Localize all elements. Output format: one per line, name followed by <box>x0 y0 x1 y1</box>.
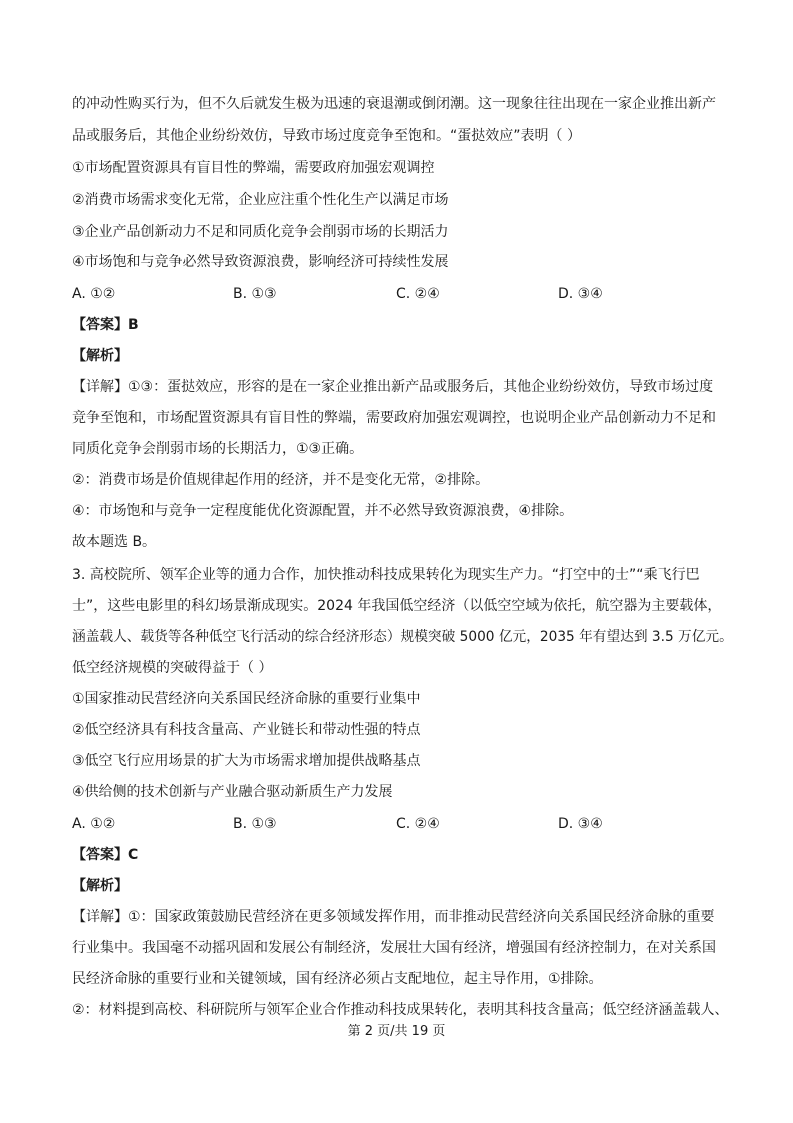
q2-conclusion: 故本题选 B。 <box>72 534 157 550</box>
q3-analysis-line-4: ②：材料提到高校、科研院所与领军企业合作推动科技成果转化，表明其科技含量高；低空经济涵盖载人、 <box>72 1002 729 1018</box>
q2-analysis-line-1: 【详解】①③：蛋挞效应，形容的是在一家企业推出新产品或服务后，其他企业纷纷效仿，导致市场过度 <box>72 379 714 395</box>
page-footer: 第 2 页/共 19 页 <box>347 1024 446 1039</box>
q3-answer: 【答案】C <box>72 847 139 863</box>
q3-statement-1: ①国家推动民营经济向关系国民经济命脉的重要行业集中 <box>72 691 421 707</box>
q2-statement-2: ②消费市场需求变化无常，企业应注重个性化生产以满足市场 <box>72 192 449 208</box>
q3-analysis-line-2: 行业集中。我国毫不动摇巩固和发展公有制经济，发展壮大国有经济，增强国有经济控制力，在对关系国 <box>72 940 716 956</box>
q2-option-b: B. ①③ <box>233 286 277 302</box>
q3-option-b: B. ①③ <box>233 816 277 832</box>
q2-answer: 【答案】B <box>72 317 139 333</box>
q3-stem-line-1: 3. 高校院所、领军企业等的通力合作，加快推动科技成果转化为现实生产力。“打空中的士”“乘飞行巴 <box>72 567 700 583</box>
q3-stem-line-4: 低空经济规模的突破得益于（ ） <box>72 660 273 676</box>
q2-analysis-line-5: ④：市场饱和与竞争一定程度能优化资源配置，并不必然导致资源浪费，④排除。 <box>72 503 574 519</box>
q2-statement-4: ④市场饱和与竞争必然导致资源浪费，影响经济可持续性发展 <box>72 254 449 270</box>
q2-analysis-title: 【解析】 <box>72 348 128 364</box>
q2-option-a: A. ①② <box>72 286 116 302</box>
q3-statement-3: ③低空飞行应用场景的扩大为市场需求增加提供战略基点 <box>72 753 421 769</box>
q2-option-d: D. ③④ <box>558 286 603 302</box>
q2-statement-1: ①市场配置资源具有盲目性的弊端，需要政府加强宏观调控 <box>72 160 435 176</box>
q3-stem-line-2: 士”，这些电影里的科幻场景渐成现实。2024 年我国低空经济（以低空空域为依托，航空器为主要载体， <box>72 598 722 614</box>
q2-option-c: C. ②④ <box>396 286 440 302</box>
q3-analysis-line-1: 【详解】①：国家政策鼓励民营经济在更多领域发挥作用，而非推动民营经济向关系国民经济命脉的重要 <box>72 909 715 925</box>
q3-stem-line-3: 涵盖载人、载货等各种低空飞行活动的综合经济形态）规模突破 5000 亿元，2035 年有望达到 3.5 万亿元。 <box>72 629 733 645</box>
q3-option-c: C. ②④ <box>396 816 440 832</box>
q2-analysis-line-3: 同质化竞争会削弱市场的长期活力，①③正确。 <box>72 441 364 457</box>
q3-option-d: D. ③④ <box>558 816 603 832</box>
q3-statement-4: ④供给侧的技术创新与产业融合驱动新质生产力发展 <box>72 784 393 800</box>
q3-analysis-line-3: 民经济命脉的重要行业和关键领域，国有经济必须占支配地位，起主导作用，①排除。 <box>72 971 603 987</box>
q2-stem-line-1: 的冲动性购买行为，但不久后就发生极为迅速的衰退潮或倒闭潮。这一现象往往出现在一家企业推出新产 <box>72 96 716 112</box>
q2-statement-3: ③企业产品创新动力不足和同质化竞争会削弱市场的长期活力 <box>72 224 449 240</box>
q2-analysis-line-2: 竞争至饱和，市场配置资源具有盲目性的弊端，需要政府加强宏观调控，也说明企业产品创新动力不足和 <box>72 410 716 426</box>
q3-analysis-title: 【解析】 <box>72 878 128 894</box>
q2-analysis-line-4: ②：消费市场是价值规律起作用的经济，并不是变化无常，②排除。 <box>72 472 490 488</box>
q3-statement-2: ②低空经济具有科技含量高、产业链长和带动性强的特点 <box>72 722 421 738</box>
q2-stem-line-2: 品或服务后，其他企业纷纷效仿，导致市场过度竞争至饱和。“蛋挞效应”表明（ ） <box>72 128 581 144</box>
q3-option-a: A. ①② <box>72 816 116 832</box>
